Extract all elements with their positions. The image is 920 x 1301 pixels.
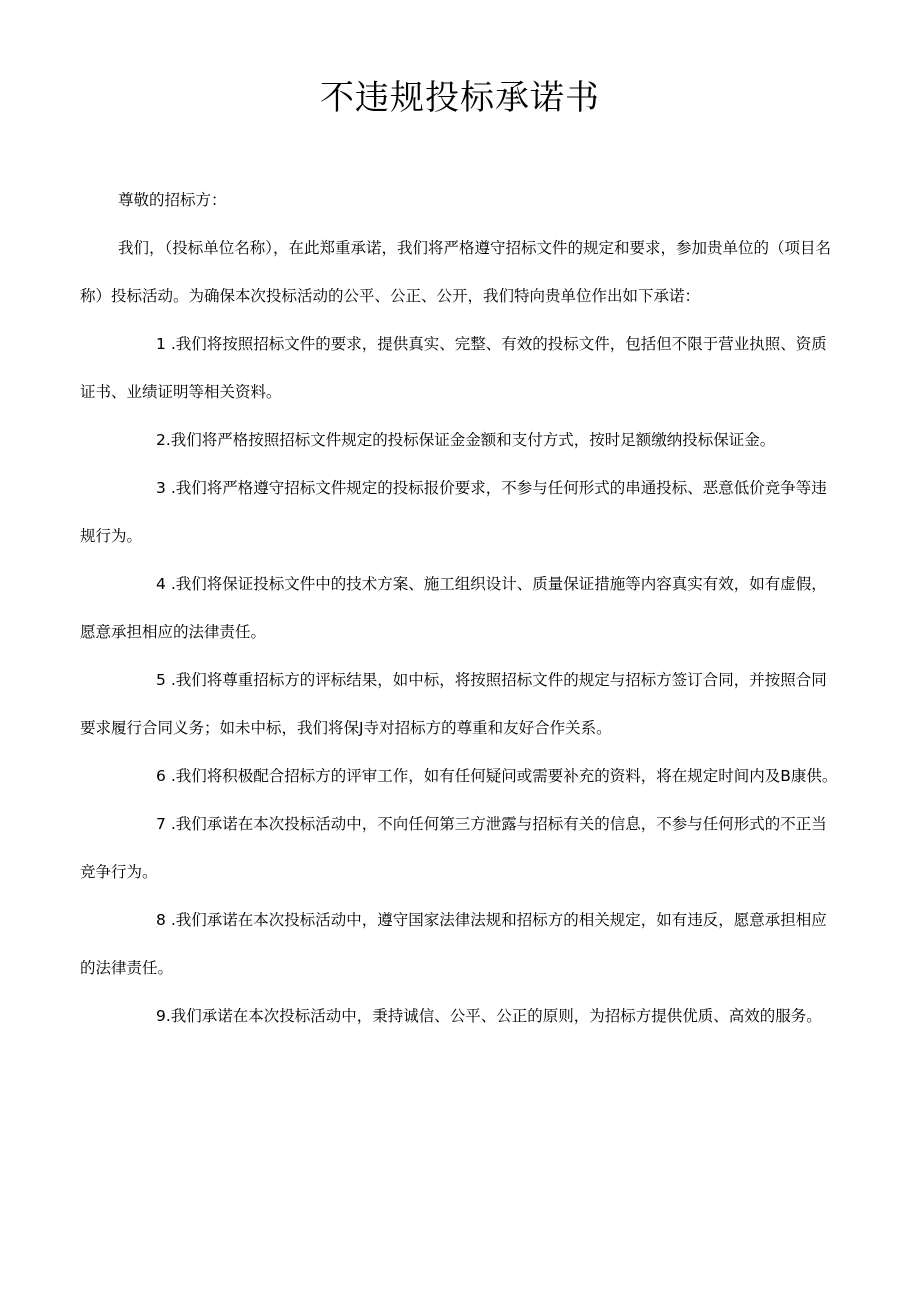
item-text: .我们将严格遵守招标文件规定的投标报价要求，不参与任何形式的串通投标、恶意低价竞争等违规行为。 [80, 479, 827, 545]
commitment-item-5 [80, 656, 842, 752]
commitment-item-4 [80, 560, 842, 656]
item-text: .我们承诺在本次投标活动中，秉持诚信、公平、公正的原则，为招标方提供优质、高效的服务。 [165, 1007, 822, 1025]
item-number: 5 [156, 671, 166, 689]
commitment-item-7 [80, 800, 842, 896]
item-number: 2 [156, 431, 166, 449]
item-text: .我们承诺在本次投标活动中，遵守国家法律法规和招标方的相关规定，如有违反，愿意承担相应的法律责任。 [80, 911, 827, 977]
greeting [80, 176, 842, 224]
item-number: 6 [156, 767, 166, 785]
item-number: 8 [156, 911, 166, 929]
item-text: .我们将按照招标文件的要求，提供真实、完整、有效的投标文件，包括但不限于营业执照、资质证书、业绩证明等相关资料。 [80, 335, 827, 401]
commitment-body [80, 224, 842, 1040]
commitment-item-6 [80, 752, 842, 800]
item-text: .我们将保证投标文件中的技术方案、施工组织设计、质量保证措施等内容真实有效，如有虚假，愿意承担相应的法律责任。 [80, 575, 827, 641]
item-number: 3 [156, 479, 166, 497]
item-number: 1 [156, 335, 166, 353]
item-text: .我们将严格按照招标文件规定的投标保证金金额和支付方式，按时足额缴纳投标保证金。 [165, 431, 776, 449]
commitment-item-8 [80, 896, 842, 992]
item-number: 4 [156, 575, 166, 593]
commitment-item-1 [80, 320, 842, 416]
item-text: .我们将尊重招标方的评标结果，如中标，将按照招标文件的规定与招标方签订合同，并按照合同要求履行合同义务；如未中标，我们将保J寺对招标方的尊重和友好合作关系。 [80, 671, 827, 737]
document-title: 不违规投标承诺书 [320, 78, 600, 118]
item-text: .我们将积极配合招标方的评审工作，如有任何疑问或需要补充的资料，将在规定时间内及B康供。 [170, 767, 838, 785]
item-number: 9 [156, 1007, 166, 1025]
item-text: .我们承诺在本次投标活动中，不向任何第三方泄露与招标有关的信息，不参与任何形式的不正当竞争行为。 [80, 815, 827, 881]
commitment-item-2 [80, 416, 842, 464]
commitment-item-9 [80, 992, 842, 1040]
commitment-item-3 [80, 464, 842, 560]
greeting-text: 尊敬的招标方： [118, 191, 227, 209]
intro-paragraph: 我们，（投标单位名称），在此郑重承诺，我们将严格遵守招标文件的规定和要求，参加贵单位的（项目名称）投标活动。为确保本次投标活动的公平、公正、公开，我们特向贵单位作出如下承诺： [80, 239, 832, 305]
item-number: 7 [156, 815, 166, 833]
